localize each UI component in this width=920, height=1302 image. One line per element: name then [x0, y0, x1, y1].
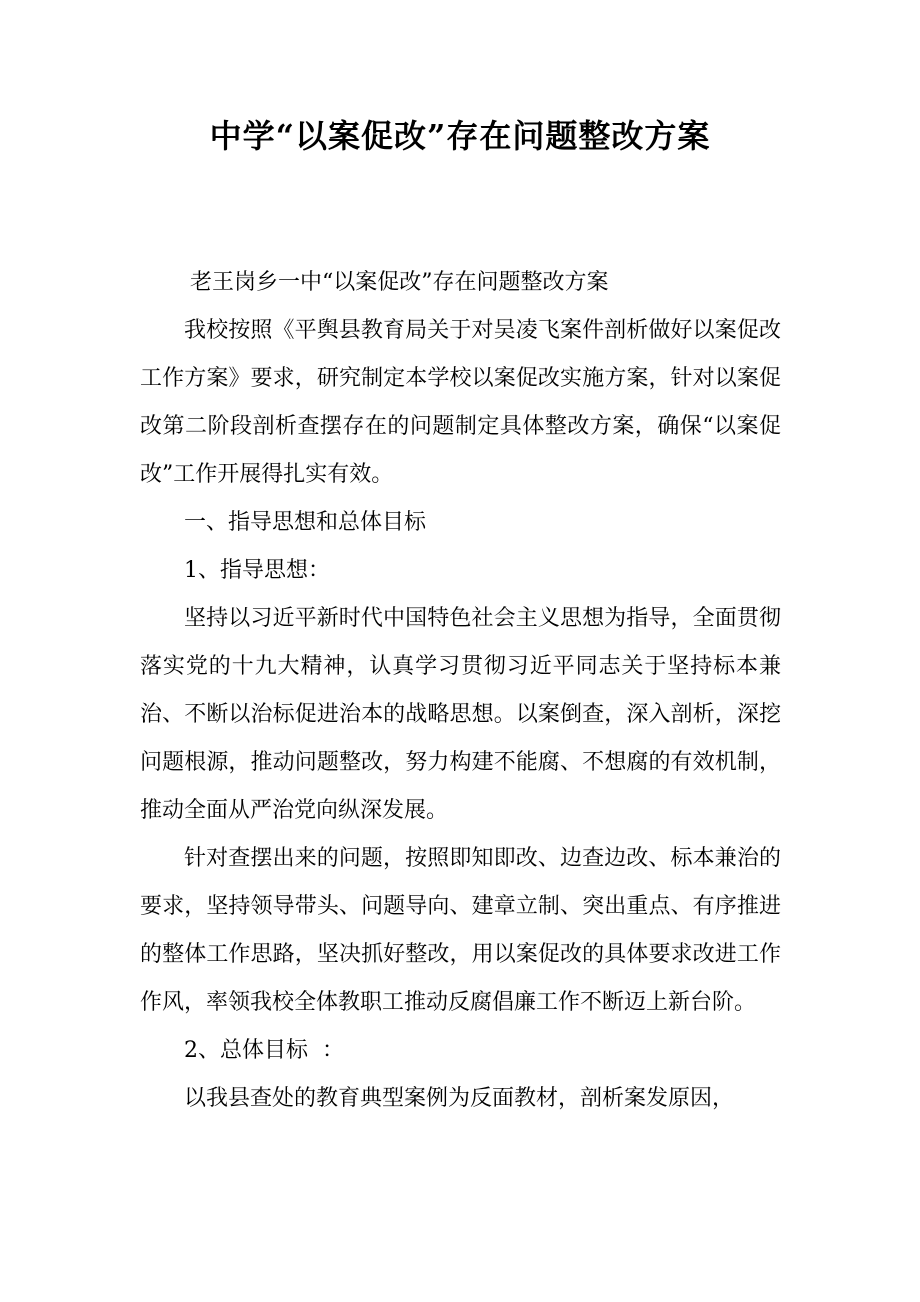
rectification-approach-paragraph: 针对查摆出来的问题，按照即知即改、边查边改、标本兼治的要求，坚持领导带头、问题导向、建章立制、突出重点、有序推进的整体工作思路，坚决抓好整改，用以案促改的具体要求改进工作作风，率领我校全体教职工推动反腐倡廉工作不断迈上新台阶。 — [140, 846, 781, 1015]
overall-goal-paragraph: 以我县查处的教育典型案例为反面教材，剖析案发原因， — [184, 1086, 735, 1111]
document-title: 中学“以案促改”存在问题整改方案 — [209, 117, 711, 155]
intro-paragraph: 我校按照《平舆县教育局关于对吴凌飞案件剖析做好以案促改工作方案》要求，研究制定本学校以案促改实施方案，针对以案促改第二阶段剖析查摆存在的问题制定具体整改方案，确保“以案促改”工作开展得扎实有效。 — [140, 318, 781, 487]
document-subtitle: 老王岗乡一中“以案促改”存在问题整改方案 — [190, 270, 609, 295]
section-heading-1: 一、指导思想和总体目标 — [184, 510, 427, 535]
guiding-ideology-paragraph: 坚持以习近平新时代中国特色社会主义思想为指导，全面贯彻落实党的十九大精神，认真学习贯彻习近平同志关于坚持标本兼治、不断以治标促进治本的战略思想。以案倒查，深入剖析，深挖问题根源，推动问题整改，努力构建不能腐、不想腐的有效机制，推动全面从严治党向纵深发展。 — [140, 606, 781, 823]
document-body — [140, 259, 781, 1123]
subsection-heading-overall-goal: 2、总体目标 ： — [184, 1038, 344, 1063]
subsection-heading-guiding-ideology: 1、指导思想： — [184, 558, 330, 583]
